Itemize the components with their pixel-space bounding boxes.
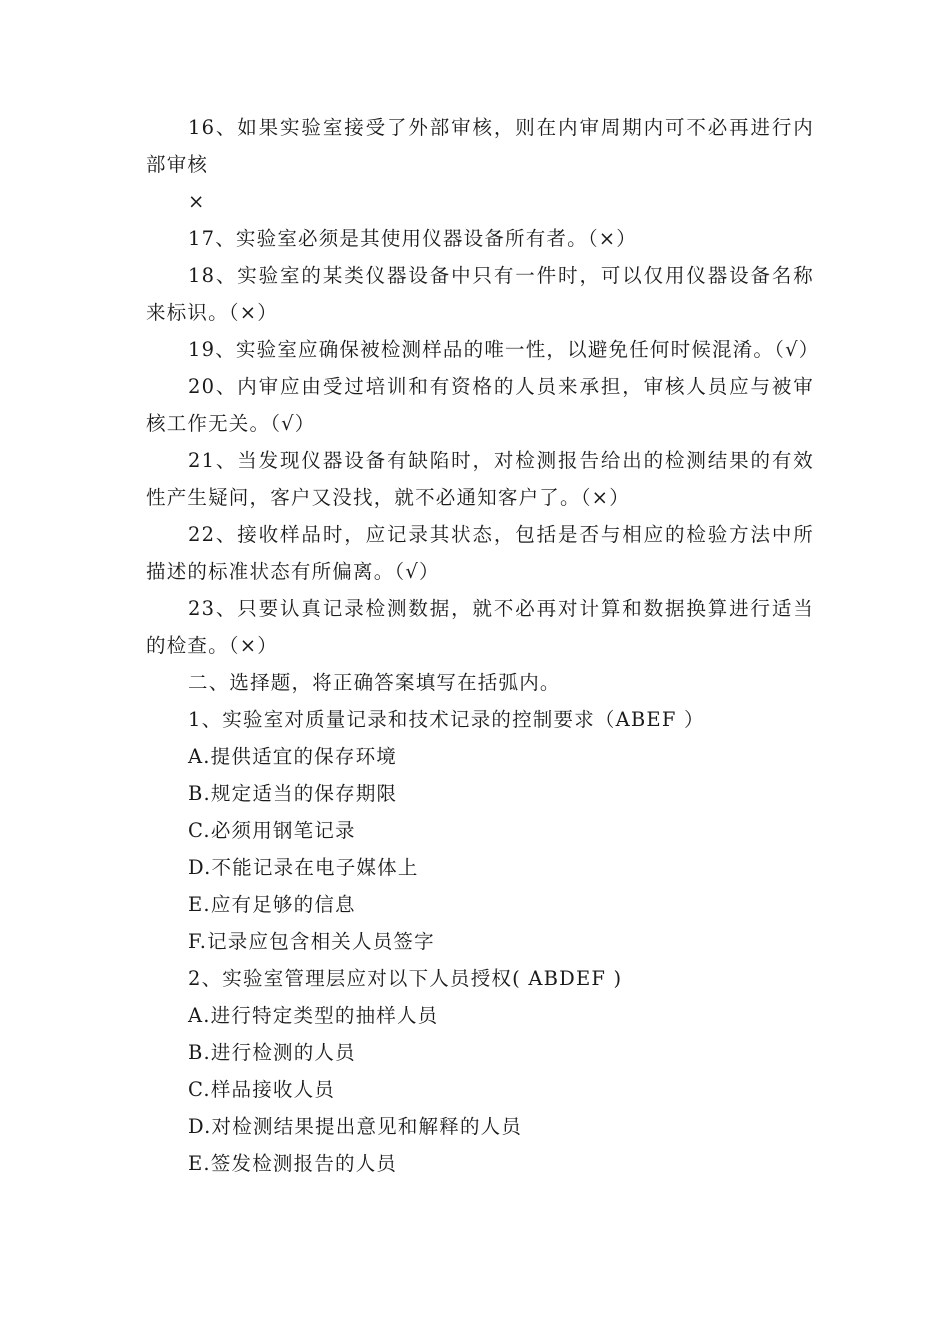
question-18: 18、实验室的某类仪器设备中只有一件时，可以仅用仪器设备名称来标识。（×） <box>146 264 814 324</box>
question-22: 22、接收样品时，应记录其状态，包括是否与相应的检验方法中所描述的标准状态有所偏离。（√） <box>146 523 814 583</box>
choice-1-option-c: C.必须用钢笔记录 <box>188 819 356 842</box>
document-body <box>146 109 820 1182</box>
choice-question-2: 2、实验室管理层应对以下人员授权( ABDEF ) <box>188 967 623 990</box>
section-heading-choice: 二、选择题，将正确答案填写在括弧内。 <box>188 671 561 694</box>
choice-2-option-e: E.签发检测报告的人员 <box>188 1152 398 1175</box>
question-23: 23、只要认真记录检测数据，就不必再对计算和数据换算进行适当的检查。（×） <box>146 597 814 657</box>
question-21: 21、当发现仪器设备有缺陷时，对检测报告给出的检测结果的有效性产生疑问，客户又没找，就不必通知客户了。（×） <box>146 449 814 509</box>
choice-1-option-e: E.应有足够的信息 <box>188 893 356 916</box>
choice-2-option-a: A.进行特定类型的抽样人员 <box>188 1004 439 1027</box>
question-16-answer: × <box>188 190 206 213</box>
choice-1-option-f: F.记录应包含相关人员签字 <box>188 930 435 953</box>
question-16: 16、如果实验室接受了外部审核，则在内审周期内可不必再进行内部审核 <box>146 116 814 176</box>
choice-2-option-d: D.对检测结果提出意见和解释的人员 <box>188 1115 523 1138</box>
choice-2-option-b: B.进行检测的人员 <box>188 1041 356 1064</box>
choice-question-1: 1、实验室对质量记录和技术记录的控制要求（ABEF ） <box>188 708 705 731</box>
choice-2-option-c: C.样品接收人员 <box>188 1078 336 1101</box>
choice-1-option-b: B.规定适当的保存期限 <box>188 782 398 805</box>
choice-1-option-d: D.不能记录在电子媒体上 <box>188 856 419 879</box>
question-17: 17、实验室必须是其使用仪器设备所有者。（×） <box>188 227 638 250</box>
choice-1-option-a: A.提供适宜的保存环境 <box>188 745 397 768</box>
question-19: 19、实验室应确保被检测样品的唯一性，以避免任何时候混淆。（√） <box>188 338 820 361</box>
question-20: 20、内审应由受过培训和有资格的人员来承担，审核人员应与被审核工作无关。（√） <box>146 375 814 435</box>
